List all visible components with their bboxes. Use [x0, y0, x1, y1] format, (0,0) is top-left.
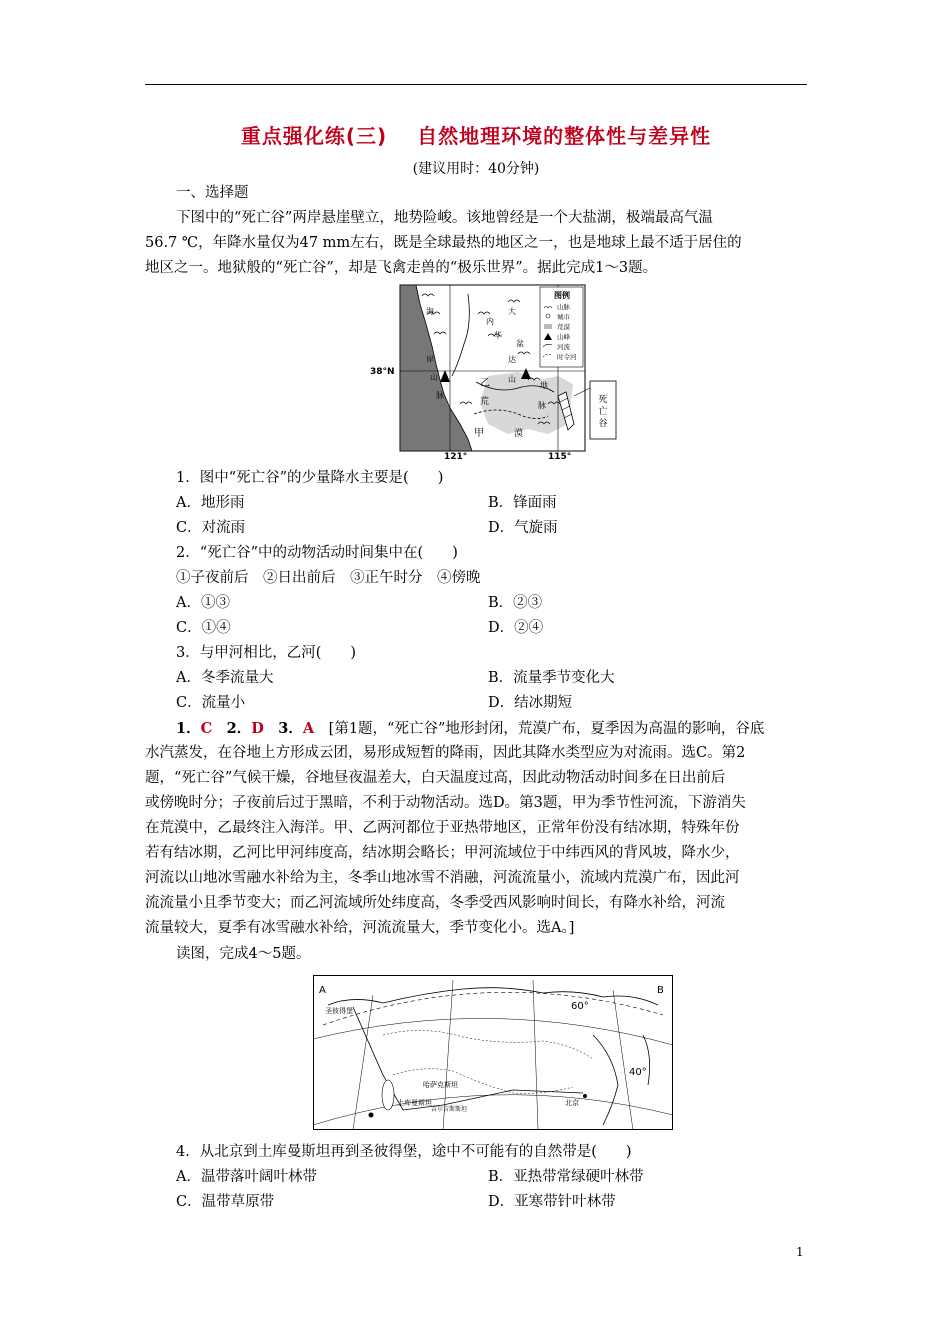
longitude-label: 121°	[444, 452, 468, 459]
longitude-label: 115°	[548, 452, 572, 459]
explanation-line: 流流量小且季节变大；而乙河流域所处纬度高，冬季受西风影响时间长，有降水补给，河流	[145, 895, 725, 911]
latitude-label: 38°N	[370, 367, 395, 377]
map-label: 岸	[426, 355, 434, 364]
option[interactable]: D．气旋雨	[488, 520, 558, 536]
answer-line: 1．C 2．D 3．A [第1题，“死亡谷”地形封闭，荒漠广布，夏季因为高温的影响，谷底	[176, 720, 765, 737]
explanation-line: 或傍晚时分；子夜前后过于黑暗，不利于动物活动。选D。第3题，甲为季节性河流，下游消失	[145, 795, 746, 811]
callout-label-1: 死	[598, 395, 608, 405]
question-stem: 2．“死亡谷”中的动物活动时间集中在( )	[176, 545, 458, 561]
callout-label-3: 谷	[598, 419, 608, 429]
map-label: 达	[508, 355, 516, 364]
country-label: 土库曼斯坦	[397, 1099, 432, 1107]
explanation-line: 水汽蒸发，在谷地上方形成云团，易形成短暂的降雨，因此其降水类型应为对流雨。选C。第2	[145, 745, 746, 761]
latitude-label: 40°	[629, 1067, 647, 1078]
point-label-b: B	[657, 985, 664, 996]
option[interactable]: C．温带草原带	[176, 1194, 275, 1210]
map-label: 内	[486, 317, 494, 326]
question-stem: 4．从北京到土库曼斯坦再到圣彼得堡，途中不可能有的自然带是( )	[176, 1144, 632, 1160]
map-label: 山	[508, 375, 516, 384]
intro-line: 地区之一。地狱般的“死亡谷”，却是飞禽走兽的“极乐世界”。据此完成1～3题。	[145, 260, 658, 276]
map-label: 漠	[514, 429, 524, 439]
river-label-jia: 甲	[474, 428, 484, 439]
country-label: 吉尔吉斯斯坦	[431, 1106, 468, 1113]
page-title: 重点强化练(三) 自然地理环境的整体性与差异性	[240, 124, 712, 148]
explanation-line: 流量较大，夏季有冰雪融水补给，河流流量大，季节变化小。选A。]	[145, 920, 575, 936]
map-label: 海	[426, 307, 434, 316]
option[interactable]: D．亚寒带针叶林带	[488, 1194, 616, 1210]
city-dot	[369, 1113, 374, 1118]
suggested-time: (建议用时：40分钟)	[412, 161, 540, 177]
latitude-label: 60°	[571, 1001, 589, 1012]
legend-item: 河流	[557, 343, 570, 351]
option[interactable]: D．结冰期短	[488, 695, 573, 711]
death-valley-map	[368, 284, 618, 459]
caspian-sea	[382, 1080, 394, 1110]
beijing-dot	[583, 1094, 587, 1098]
option[interactable]: C．①④	[176, 620, 231, 636]
option[interactable]: A．温带落叶阔叶林带	[176, 1169, 317, 1185]
option[interactable]: B．锋面雨	[488, 495, 557, 511]
option[interactable]: A．冬季流量大	[176, 670, 274, 686]
legend-item: 荒漠	[557, 323, 570, 331]
intro-line: 56.7 ℃，年降水量仅为47 mm左右，既是全球最热的地区之一，也是地球上最不适于居住的	[145, 235, 742, 251]
question-stem: 1．图中“死亡谷”的少量降水主要是( )	[176, 470, 444, 486]
page-number: 1	[796, 1245, 804, 1259]
legend-item: 城市	[557, 313, 570, 321]
question-stem: 3．与甲河相比，乙河( )	[176, 645, 357, 661]
map-label: 盆	[516, 339, 524, 348]
explanation-line: 题，“死亡谷”气候干燥，谷地昼夜温差大，白天温度过高，因此动物活动时间多在日出前后	[145, 770, 726, 786]
answer-3: A	[302, 720, 315, 737]
city-label: 北京	[565, 1099, 579, 1107]
map-label: 脉	[436, 391, 444, 400]
map-label: 地	[540, 381, 548, 390]
section-heading: 一、选择题	[176, 185, 249, 201]
map-label: 大	[508, 307, 516, 316]
question-choices: ①子夜前后 ②日出前后 ③正午时分 ④傍晚	[176, 570, 481, 586]
explanation-line: 河流以山地冰雪融水补给为主，冬季山地冰雪不消融，河流流量小，流域内荒漠广布，因此河	[145, 870, 740, 886]
eurasia-map	[313, 975, 673, 1130]
answer-2: D	[251, 720, 264, 737]
map-label: 荒	[480, 397, 490, 407]
city-label: 圣彼得堡	[325, 1007, 353, 1015]
option[interactable]: C．对流雨	[176, 520, 246, 536]
option[interactable]: A．①③	[176, 595, 230, 611]
legend-item: 时令河	[557, 353, 577, 361]
option[interactable]: D．②④	[488, 620, 544, 636]
desert-swatch	[544, 324, 552, 329]
city-icon	[546, 314, 550, 318]
map-label: 脉	[538, 401, 546, 410]
country-label: 哈萨克斯坦	[423, 1081, 458, 1089]
top-rule	[145, 84, 807, 85]
option[interactable]: B．亚热带常绿硬叶林带	[488, 1169, 644, 1185]
option[interactable]: C．流量小	[176, 695, 246, 711]
legend-title: 图例	[554, 291, 570, 300]
point-label-a: A	[319, 985, 326, 996]
option[interactable]: B．流量季节变化大	[488, 670, 615, 686]
legend-item: 山峰	[557, 333, 570, 341]
intro-line: 读图，完成4～5题。	[176, 946, 311, 962]
answer-1: C	[200, 720, 213, 737]
map-label: 华	[494, 331, 502, 340]
explanation-line: 若有结冰期，乙河比甲河纬度高，结冰期会略长；甲河流域位于中纬西风的背风坡，降水少，	[145, 845, 740, 861]
explanation-line: 在荒漠中，乙最终注入海洋。甲、乙两河都位于亚热带地区，正常年份没有结冰期，特殊年份	[145, 820, 740, 836]
intro-line: 下图中的“死亡谷”两岸悬崖壁立，地势险峻。该地曾经是一个大盐湖，极端最高气温	[176, 210, 713, 226]
option[interactable]: A．地形雨	[176, 495, 245, 511]
river-label-yi: 乙	[480, 378, 490, 389]
legend-item: 山脉	[557, 303, 570, 311]
map-label: 山	[430, 373, 438, 382]
callout-label-2: 亡	[598, 407, 608, 417]
option[interactable]: B．②③	[488, 595, 543, 611]
